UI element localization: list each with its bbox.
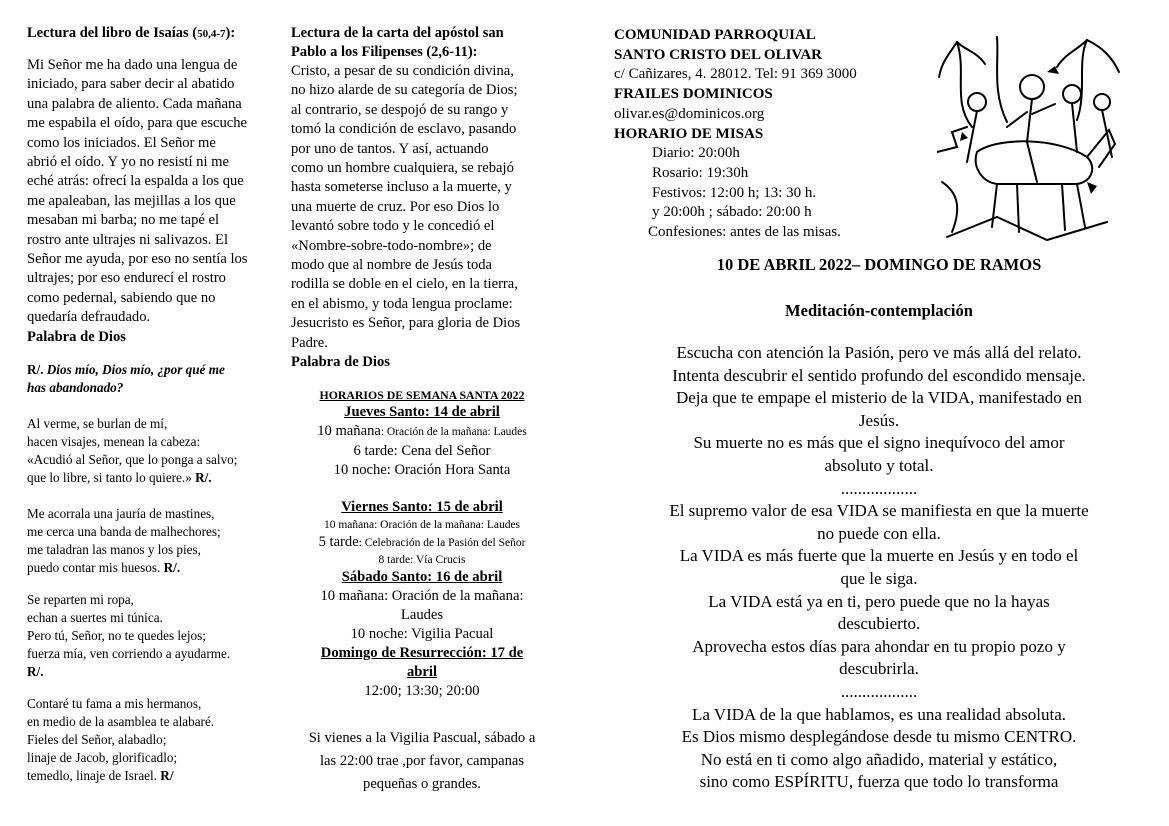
psalm-line: en medio de la asamblea te alabaré. — [27, 714, 215, 729]
meditation-line: que le siga. — [840, 568, 918, 588]
meditation-line: La VIDA de la que hablamos, es una realidad absoluta. — [691, 704, 1067, 724]
domingo-heading: abril — [407, 664, 437, 680]
psalm-line: Fieles del Señor, alabadlo; — [27, 732, 167, 747]
filipenses-title-line: Pablo a los Filipenses (2,6-11): — [291, 44, 478, 60]
reading-line: Señor me ayuda, por eso no sentía los — [27, 251, 248, 268]
reading-line: una muerte de cruz. Por eso Dios lo — [291, 198, 500, 215]
meditation-line: Deja que te empape el misterio de la VIDA, manifestado en — [675, 388, 1083, 408]
psalm-line: me taladran las manos y los pies, — [27, 542, 201, 557]
reading-line: «Nombre-sobre-todo-nombre»; de — [291, 237, 492, 254]
reading-line: por uno de tantos. Y así, actuando — [291, 140, 489, 157]
domingo-heading: Domingo de Resurrección: 17 de — [320, 645, 524, 661]
meditation-line: No está en ti como algo añadido, material y estático, — [700, 749, 1058, 769]
reading-line: Cristo, a pesar de su condición divina, — [291, 63, 514, 79]
psalm-line: puedo contar mis huesos. — [27, 560, 161, 575]
psalm-stanza-1 — [27, 415, 237, 487]
reading-line: rostro ante ultrajes ni salivazos. El — [27, 231, 229, 248]
reading-line: como pedernal, sabiendo que no — [27, 289, 216, 306]
reading-line: eché atrás: ofrecí la espalda a los que — [27, 173, 244, 190]
reading-line: al contrario, se despojó de su rango y — [291, 101, 509, 118]
meditation-line: descubierto. — [837, 614, 921, 634]
reading-line: abrió el oído. Y yo no resistí ni me — [27, 154, 229, 171]
filipenses-title-line: Lectura de la carta del apóstol san — [291, 25, 504, 41]
meditation-line: La VIDA es más fuerte que la muerte en Jesús y en todo el — [679, 546, 1079, 566]
meditation-line: Es Dios mismo desplegándose desde tu mismo CENTRO. — [681, 727, 1077, 747]
reading-line: me espabila el oído, para que escuche — [27, 115, 248, 132]
psalm-refrain: R/. — [27, 664, 44, 679]
reading-line: como los iniciados. El Señor me — [27, 134, 216, 151]
filipenses-closing: Palabra de Dios — [291, 354, 390, 371]
parish-name: COMUNIDAD PARROQUIAL — [614, 27, 816, 43]
psalm-line: Contaré tu fama a mis hermanos, — [27, 696, 202, 711]
palm-sunday-drawing-icon — [937, 32, 1127, 244]
note-line: pequeñas o grandes. — [363, 776, 481, 792]
sabado-heading: Sábado Santo: 16 de abril — [341, 569, 503, 585]
mass-time: Rosario: 19:30h — [652, 164, 749, 181]
meditation-line: sino como ESPÍRITU, fuerza que todo lo transforma — [699, 772, 1059, 792]
psalm-stanza-3 — [27, 591, 230, 681]
reading-line: no hizo alarde de su categoría de Dios; — [291, 82, 518, 99]
viernes-heading: Viernes Santo: 15 de abril — [341, 499, 503, 515]
psalm-refrain: R/ — [160, 768, 174, 783]
reading-line: rodilla se doble en el cielo, en la tierra, — [291, 276, 518, 293]
isaias-title-text: Lectura del libro de Isaías ( — [27, 25, 198, 41]
psalm-line: me cerca una banda de malhechores; — [27, 524, 221, 539]
entry-desc: : Oración de la mañana: Laudes — [380, 426, 527, 438]
isaias-title — [27, 24, 235, 44]
mass-time: y 20:00h ; sábado: 20:00 h — [652, 204, 812, 221]
schedule-entry: 8 tarde: Vía Crucis — [378, 554, 466, 566]
psalm-line: hacen visajes, menean la cabeza: — [27, 434, 201, 449]
response-line: Dios mío, Dios mío, ¿por qué me — [46, 362, 225, 377]
reading-line: ultrajes; por eso endurecí el rostro — [27, 270, 226, 287]
schedule-heading: HORARIOS DE SEMANA SANTA 2022 — [319, 388, 525, 402]
meditation-heading: Meditación-contemplación — [785, 301, 973, 320]
entry-time: 10 mañana — [317, 423, 381, 439]
mass-time: Festivos: 12:00 h; 13: 30 h. — [652, 184, 817, 201]
schedule-entry: 12:00; 13:30; 20:00 — [364, 683, 480, 699]
psalm-response — [27, 361, 225, 397]
reading-line: Padre. — [291, 334, 328, 351]
schedule-entry: 6 tarde: Cena del Señor — [353, 443, 491, 459]
reading-line: Mi Señor me ha dado una lengua de — [27, 57, 238, 73]
psalm-stanza-4 — [27, 695, 214, 785]
psalm-line: linaje de Jacob, glorificadlo; — [27, 750, 178, 765]
confessions: Confesiones: antes de las misas. — [648, 224, 841, 241]
meditation-separator: .................. — [840, 681, 918, 701]
meditation-line: Intenta descubrir el sentido profundo del escondido mensaje. — [672, 365, 1086, 385]
psalm-stanza-2 — [27, 505, 221, 577]
psalm-refrain: R/. — [195, 470, 212, 485]
isaias-closing: Palabra de Dios — [27, 328, 126, 345]
holy-week-schedule — [291, 387, 553, 701]
filipenses-title — [291, 24, 504, 62]
schedule-entry: Laudes — [400, 607, 444, 623]
filipenses-reading — [291, 62, 553, 373]
reading-line: tomó la condición de esclavo, pasando — [291, 121, 517, 138]
meditation-line: absoluto y total. — [824, 455, 934, 475]
vigil-note — [291, 727, 553, 796]
schedule-entry: 10 mañana: Oración de la mañana: Laudes — [323, 519, 521, 531]
psalm-line: Se reparten mi ropa, — [27, 592, 134, 607]
reading-line: levantó sobre todo y le concedió el — [291, 218, 495, 235]
parish-email: olivar.es@dominicos.org — [614, 105, 765, 122]
reading-line: mesaban mi barba; no me tapé el — [27, 212, 220, 229]
response-line: has abandonado? — [27, 380, 124, 395]
psalm-refrain: R/. — [163, 560, 181, 575]
psalm-line: que lo libre, si tanto lo quiere.» — [27, 470, 192, 485]
reading-line: como un hombre cualquiera, se rebajó — [291, 160, 514, 177]
schedule-entry: 10 mañana: Oración de la mañana: — [320, 588, 524, 604]
meditation-text — [614, 342, 1144, 794]
entry-desc: : Celebración de la Pasión del Señor — [358, 537, 526, 549]
entry-time: 5 tarde — [318, 534, 359, 550]
reading-line: me apaleaban, las mejillas a los que — [27, 192, 236, 209]
psalm-line: echan a suertes mi túnica. — [27, 610, 163, 625]
reading-line: quedaría defraudado. — [27, 309, 151, 326]
reading-line: en el abismo, y toda lengua proclame: — [291, 295, 513, 312]
masses-heading: HORARIO DE MISAS — [614, 125, 764, 142]
reading-line: Jesucristo es Señor, para gloria de Dios — [291, 315, 521, 332]
schedule-entry: 10 noche: Oración Hora Santa — [333, 462, 511, 478]
meditation-line: Jesús. — [858, 410, 900, 430]
psalm-line: temedlo, linaje de Israel. — [27, 768, 157, 783]
reading-line: una palabra de aliento. Cada mañana — [27, 95, 242, 112]
schedule-entry: 10 noche: Vigilia Pacual — [350, 626, 494, 642]
psalm-line: Al verme, se burlan de mí, — [27, 416, 168, 431]
note-line: las 22:00 trae ,por favor, campanas — [319, 753, 525, 769]
reading-line: iniciado, para saber decir al abatido — [27, 76, 235, 93]
jueves-heading: Jueves Santo: 14 de abril — [344, 404, 500, 420]
parish-address: c/ Cañizares, 4. 28012. Tel: 91 369 3000 — [614, 66, 857, 83]
meditation-line: Su muerte no es más que el signo inequívoco del amor — [693, 433, 1065, 453]
main-title: 10 DE ABRIL 2022– DOMINGO DE RAMOS — [716, 255, 1042, 274]
reading-line: hasta someterse incluso a la muerte, y — [291, 179, 512, 196]
response-prefix: R/. — [27, 362, 44, 377]
isaias-ref: 50,4-7 — [197, 28, 226, 40]
meditation-separator: .................. — [840, 478, 918, 498]
reading-line: modo que al nombre de Jesús toda — [291, 257, 493, 274]
meditation-line: descubrirla. — [839, 659, 919, 679]
note-line: Si vienes a la Vigilia Pascual, sábado a — [308, 730, 536, 746]
psalm-line: Me acorrala una jauría de mastines, — [27, 506, 215, 521]
meditation-line: Escucha con atención la Pasión, pero ve más allá del relato. — [676, 343, 1082, 362]
mass-time: Diario: 20:00h — [652, 145, 740, 162]
parish-friars: FRAILES DOMINICOS — [614, 86, 773, 103]
psalm-line: «Acudió al Señor, que lo ponga a salvo; — [27, 452, 238, 467]
isaias-title-end: ): — [225, 25, 236, 41]
meditation-line: no puede con ella. — [817, 523, 941, 543]
isaias-reading — [27, 56, 285, 347]
parish-info — [614, 26, 857, 243]
parish-name: SANTO CRISTO DEL OLIVAR — [614, 46, 822, 63]
meditation-line: Aprovecha estos días para ahondar en tu propio pozo y — [692, 636, 1066, 656]
psalm-line: Pero tú, Señor, no te quedes lejos; — [27, 628, 206, 643]
meditation-line: La VIDA está ya en ti, pero puede que no la hayas — [708, 591, 1050, 611]
meditation-line: El supremo valor de esa VIDA se manifiesta en que la muerte — [669, 501, 1089, 521]
psalm-line: fuerza mía, ven corriendo a ayudarme. — [27, 646, 231, 661]
